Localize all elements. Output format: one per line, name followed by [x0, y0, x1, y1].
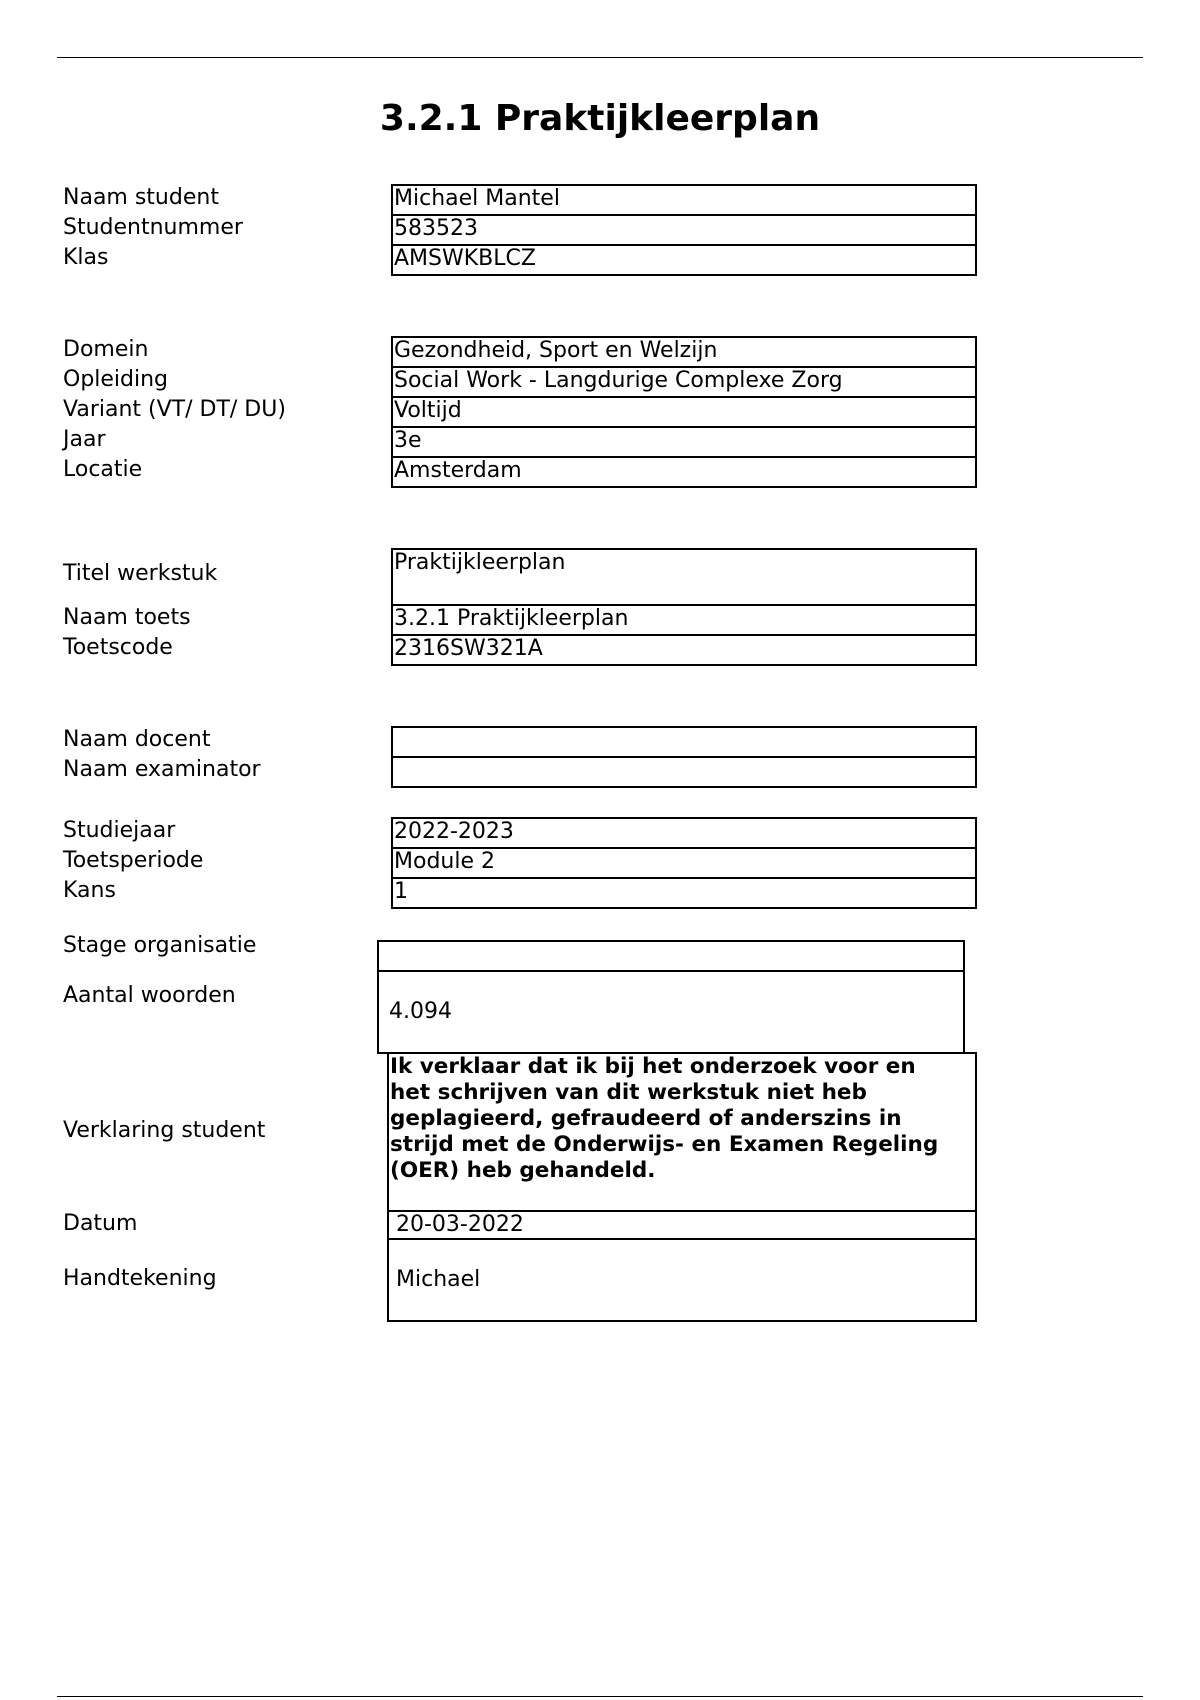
studiejaar-field[interactable]: 2022-2023 [391, 817, 977, 849]
handtekening-label: Handtekening [63, 1266, 217, 1291]
stage-organisatie-label: Stage organisatie [63, 933, 257, 958]
naam-toets-field[interactable]: 3.2.1 Praktijkleerplan [391, 604, 977, 636]
opleiding-label: Opleiding [63, 367, 169, 392]
jaar-field[interactable]: 3e [391, 426, 977, 458]
kans-field[interactable]: 1 [391, 877, 977, 909]
domein-field[interactable]: Gezondheid, Sport en Welzijn [391, 336, 977, 368]
naam-examinator-label: Naam examinator [63, 757, 261, 782]
naam-examinator-field[interactable] [391, 756, 977, 788]
studentnummer-label: Studentnummer [63, 215, 243, 240]
toetsperiode-field[interactable]: Module 2 [391, 847, 977, 879]
bottom-rule [57, 1696, 1143, 1697]
toetsperiode-label: Toetsperiode [63, 848, 204, 873]
naam-student-field[interactable]: Michael Mantel [391, 184, 977, 216]
aantal-woorden-label: Aantal woorden [63, 983, 236, 1008]
variant-field[interactable]: Voltijd [391, 396, 977, 428]
handtekening-field[interactable]: Michael [387, 1238, 977, 1322]
kans-label: Kans [63, 878, 116, 903]
locatie-field[interactable]: Amsterdam [391, 456, 977, 488]
aantal-woorden-field[interactable]: 4.094 [377, 970, 965, 1054]
naam-toets-label: Naam toets [63, 605, 191, 630]
top-rule [57, 57, 1143, 58]
stage-organisatie-field[interactable] [377, 940, 965, 972]
studiejaar-label: Studiejaar [63, 818, 176, 843]
studentnummer-field[interactable]: 583523 [391, 214, 977, 246]
opleiding-field[interactable]: Social Work - Langdurige Complexe Zorg [391, 366, 977, 398]
jaar-label: Jaar [63, 427, 106, 452]
naam-docent-label: Naam docent [63, 727, 211, 752]
titel-werkstuk-field[interactable]: Praktijkleerplan [391, 548, 977, 606]
toetscode-field[interactable]: 2316SW321A [391, 634, 977, 666]
naam-student-label: Naam student [63, 185, 219, 210]
locatie-label: Locatie [63, 457, 143, 482]
verklaring-student-field: Ik verklaar dat ik bij het onderzoek voor en het schrijven van dit werkstuk niet heb geplagieerd, gefraudeerd of anderszins in strijd met de Onderwijs- en Examen Regeling (OER) heb gehandeld. [387, 1052, 977, 1212]
klas-label: Klas [63, 245, 109, 270]
page-title: 3.2.1 Praktijkleerplan [379, 98, 821, 139]
variant-label: Variant (VT/ DT/ DU) [63, 397, 286, 422]
domein-label: Domein [63, 337, 149, 362]
klas-field[interactable]: AMSWKBLCZ [391, 244, 977, 276]
toetscode-label: Toetscode [63, 635, 173, 660]
datum-field[interactable]: 20-03-2022 [387, 1210, 977, 1240]
datum-label: Datum [63, 1211, 138, 1236]
verklaring-student-label: Verklaring student [63, 1118, 266, 1143]
titel-werkstuk-label: Titel werkstuk [63, 561, 218, 586]
naam-docent-field[interactable] [391, 726, 977, 758]
